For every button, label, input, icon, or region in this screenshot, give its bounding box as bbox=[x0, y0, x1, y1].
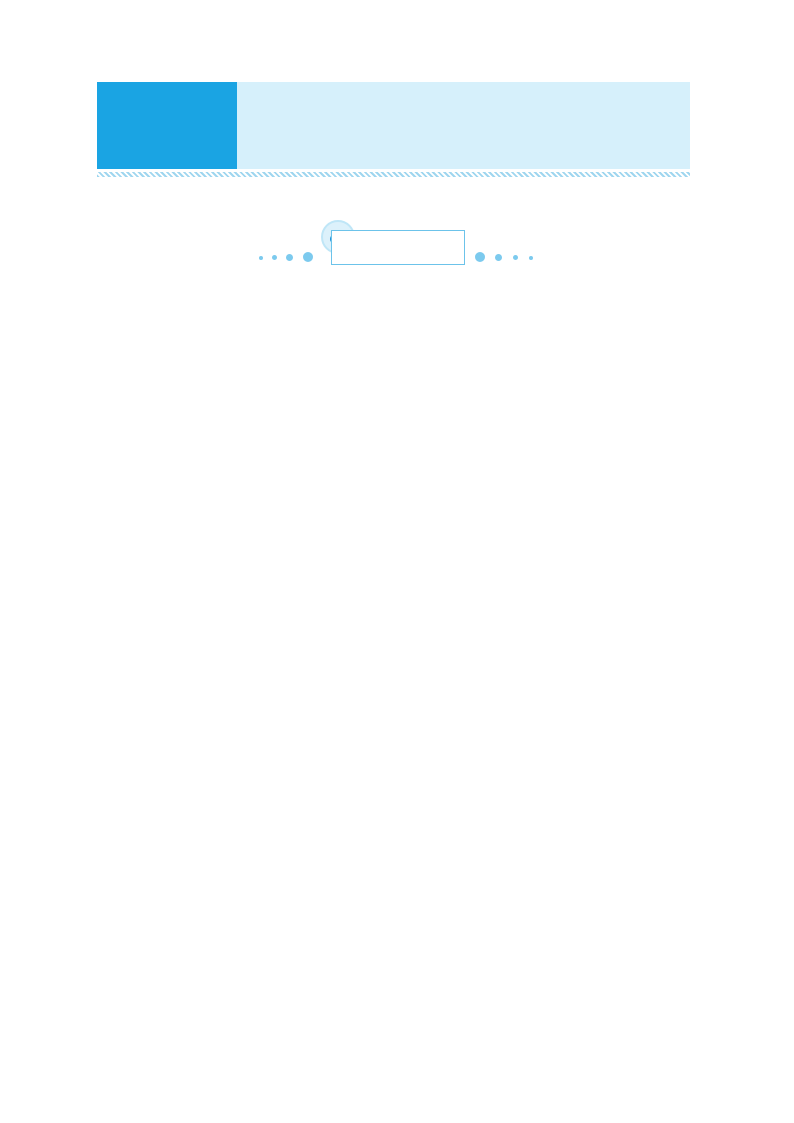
section-badge-label bbox=[331, 230, 465, 265]
topic-label bbox=[97, 82, 237, 169]
section-badge-trend bbox=[255, 220, 545, 266]
banner-divider bbox=[97, 172, 690, 177]
page-title bbox=[237, 82, 690, 169]
